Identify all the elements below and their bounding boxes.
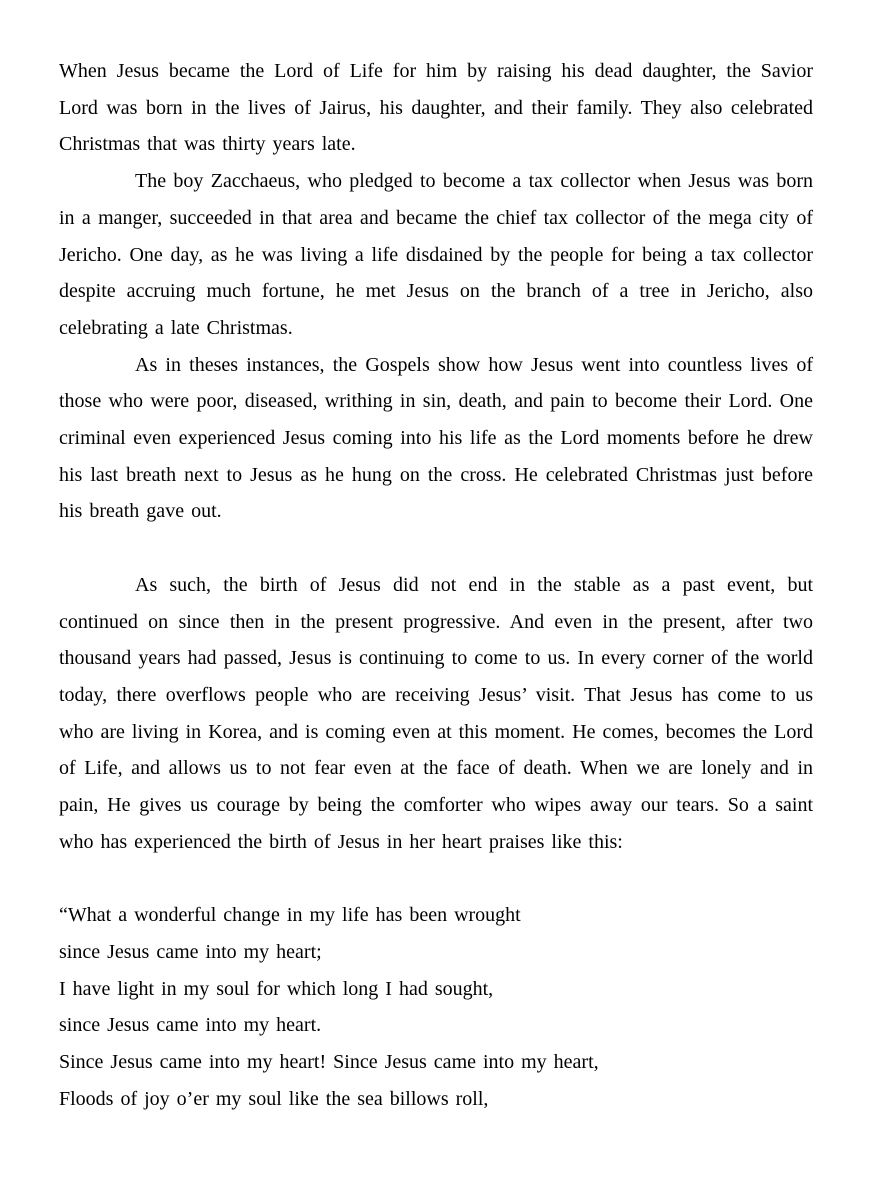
hymn-line: Since Jesus came into my heart! Since Jesus came into my heart, xyxy=(59,1050,599,1073)
hymn-line: since Jesus came into my heart. xyxy=(59,1014,322,1037)
hymn-line: I have light in my soul for which long I had sought, xyxy=(59,977,494,1000)
paragraph-jairus: When Jesus became the Lord of Life for him by raising his dead daughter, the Savior Lord was born in the lives of Jairus, his daughter, and their family. They also celebrated Christmas that was thirty years late. xyxy=(59,60,813,156)
document-page xyxy=(59,53,813,1117)
hymn-quote xyxy=(59,897,813,1117)
poem-spacer xyxy=(59,860,813,897)
hymn-line: Floods of joy o’er my soul like the sea billows roll, xyxy=(59,1087,489,1110)
paragraph-gospels: As in theses instances, the Gospels show how Jesus went into countless lives of those who were poor, diseased, writhing in sin, death, and pain to become their Lord. One criminal even experienced Jesus coming into his life as the Lord moments before he drew his last breath next to Jesus as he hung on the cross. He celebrated Christmas just before his breath gave out. xyxy=(59,353,813,523)
hymn-line: “What a wonderful change in my life has been wrought xyxy=(59,904,521,927)
paragraph-birth-of-jesus: As such, the birth of Jesus did not end in the stable as a past event, but continued on since then in the present progressive. And even in the present, after two thousand years had passed, Jesus is continuing to come to us. In every corner of the world today, there overflows people who are receiving Jesus’ visit. That Jesus has come to us who are living in Korea, and is coming even at this moment. He comes, becomes the Lord of Life, and allows us to not fear even at the face of death. When we are lonely and in pain, He gives us courage by being the comforter who wipes away our tears. So a saint who has experienced the birth of Jesus in her heart praises like this: xyxy=(59,573,813,853)
hymn-line: since Jesus came into my heart; xyxy=(59,940,322,963)
paragraph-zacchaeus: The boy Zacchaeus, who pledged to become a tax collector when Jesus was born in a manger, succeeded in that area and became the chief tax collector of the mega city of Jericho. One day, as he was living a life disdained by the people for being a tax collector despite accruing much fortune, he met Jesus on the branch of a tree in Jericho, also celebrating a late Christmas. xyxy=(59,170,813,339)
paragraph-spacer xyxy=(59,530,813,567)
